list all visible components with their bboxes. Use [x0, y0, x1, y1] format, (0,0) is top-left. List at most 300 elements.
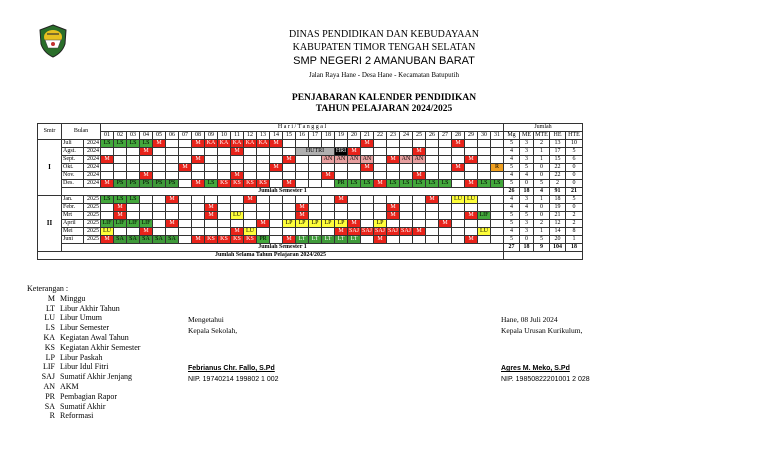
sum-cell: 4 — [520, 204, 534, 212]
day-cell — [309, 204, 322, 212]
sum-cell: 0 — [534, 164, 550, 172]
day-header: 07 — [179, 132, 192, 140]
day-cell — [153, 164, 166, 172]
day-cell: LP — [309, 220, 322, 228]
day-cell — [387, 236, 400, 244]
sig-right-line2: Kepala Urusan Kurikulum, — [501, 326, 583, 335]
day-cell — [452, 148, 465, 156]
day-cell — [374, 148, 387, 156]
month-row — [38, 204, 583, 212]
day-cell — [361, 148, 374, 156]
day-cell — [465, 228, 478, 236]
day-cell — [387, 148, 400, 156]
day-cell — [439, 196, 452, 204]
day-cell: KA — [205, 140, 218, 148]
day-cell — [140, 196, 153, 204]
day-cell — [296, 228, 309, 236]
legend-code: M — [47, 293, 55, 303]
day-cell — [244, 220, 257, 228]
day-cell: M — [231, 172, 244, 180]
day-cell — [465, 140, 478, 148]
day-cell — [478, 172, 491, 180]
day-cell — [192, 204, 205, 212]
day-cell — [413, 140, 426, 148]
subtotal-cell: 26 — [504, 188, 520, 196]
day-cell — [478, 156, 491, 164]
month-year: 2024 — [84, 156, 101, 164]
legend-code: LIF — [43, 362, 55, 372]
legend-title: Keterangan : — [27, 284, 69, 293]
day-header: 15 — [283, 132, 296, 140]
day-cell: AN — [322, 156, 335, 164]
day-cell — [244, 148, 257, 156]
day-cell — [374, 140, 387, 148]
day-header: 08 — [192, 132, 205, 140]
day-cell — [465, 172, 478, 180]
day-cell: M — [192, 180, 205, 188]
day-cell — [322, 228, 335, 236]
day-cell: SA — [166, 236, 179, 244]
day-cell: AN — [348, 156, 361, 164]
subtotal-cell: 18 — [520, 188, 534, 196]
day-cell — [439, 212, 452, 220]
day-cell — [387, 164, 400, 172]
col-hari-header: H a r i / T a n g g a l — [101, 124, 504, 132]
subtotal-cell: 21 — [566, 188, 583, 196]
day-cell: LU — [231, 212, 244, 220]
day-cell — [478, 236, 491, 244]
day-cell — [166, 140, 179, 148]
day-cell — [270, 212, 283, 220]
month-row — [38, 180, 583, 188]
day-cell: AN — [361, 156, 374, 164]
day-cell: M — [335, 196, 348, 204]
sum-cell: 2 — [566, 220, 583, 228]
subtotal-cell: 4 — [534, 188, 550, 196]
day-cell: SAJ — [348, 228, 359, 234]
day-cell: M — [296, 212, 309, 220]
day-cell — [127, 164, 140, 172]
legend-text: Sumatif Akhir — [60, 401, 106, 411]
day-cell — [491, 140, 504, 148]
month-row — [38, 236, 583, 244]
legend-code: KS — [44, 342, 55, 352]
day-cell — [283, 204, 296, 212]
day-cell — [322, 196, 335, 204]
day-cell — [335, 164, 348, 172]
day-cell — [491, 228, 504, 236]
day-cell — [374, 172, 387, 180]
day-header: 09 — [205, 132, 218, 140]
sum-cell: 5 — [504, 212, 520, 220]
day-header: 02 — [114, 132, 127, 140]
day-cell — [426, 140, 439, 148]
legend-code: SAJ — [41, 372, 55, 382]
col-smtr-header: Smtr — [38, 124, 62, 140]
sig-left-name: Febrianus Chr. Fallo, S.Pd — [188, 365, 275, 372]
month-name: Sept. — [62, 156, 84, 164]
day-cell — [296, 140, 309, 148]
day-cell: KA — [257, 140, 270, 148]
day-header: 16 — [296, 132, 309, 140]
sum-cell: 1 — [534, 156, 550, 164]
day-cell — [231, 220, 244, 228]
day-cell — [400, 220, 413, 228]
day-cell — [426, 212, 439, 220]
day-cell — [270, 236, 283, 244]
school-address: Jalan Raya Hane - Desa Hane - Kecamatan Batuputih — [308, 71, 460, 79]
legend-text: Sumatif Akhir Jenjang — [60, 372, 132, 382]
day-cell — [192, 212, 205, 220]
day-cell — [153, 148, 166, 156]
day-cell — [452, 172, 465, 180]
sum-cell: 5 — [534, 236, 550, 244]
day-cell — [413, 164, 426, 172]
day-cell — [231, 164, 244, 172]
grand-total-label: Jumlah Selama Tahun Pelajaran 2024/2025 — [38, 252, 504, 260]
sig-right-line1: Hane, 08 Juli 2024 — [501, 315, 558, 324]
day-cell — [101, 164, 114, 172]
day-cell: KS — [257, 180, 270, 188]
day-cell — [179, 156, 192, 164]
sum-cell: 5 — [504, 180, 520, 188]
legend-code: R — [49, 411, 55, 421]
day-cell: M — [283, 180, 296, 188]
legend-text: Libur Idul Fitri — [60, 362, 109, 372]
day-cell — [413, 196, 426, 204]
semester-label: I — [38, 140, 62, 196]
day-cell — [296, 156, 309, 164]
day-cell — [283, 140, 296, 148]
sum-cell: 5 — [534, 180, 550, 188]
day-cell — [192, 196, 205, 204]
day-cell — [218, 156, 231, 164]
grand-total-row — [38, 252, 583, 260]
day-header: 17 — [309, 132, 322, 140]
day-cell: M — [114, 212, 127, 220]
day-cell: M — [205, 212, 218, 220]
day-cell — [335, 212, 348, 220]
day-cell: PS — [140, 180, 153, 188]
day-cell — [218, 228, 231, 236]
day-cell: AN — [335, 156, 348, 164]
day-cell: KS — [205, 236, 218, 244]
day-cell — [192, 148, 205, 156]
day-cell: M — [101, 180, 114, 188]
day-cell: M — [231, 148, 244, 156]
col-jumlah-header: Jumlah — [504, 124, 583, 132]
day-cell — [322, 164, 335, 172]
day-cell: M — [270, 140, 283, 148]
day-cell: LS — [101, 196, 114, 204]
day-cell — [309, 228, 322, 236]
day-cell: SAJ — [387, 228, 398, 234]
sum-cell: 1 — [566, 236, 583, 244]
day-cell — [478, 204, 491, 212]
day-cell: M — [101, 236, 114, 244]
day-cell — [114, 172, 127, 180]
month-name: Agst. — [62, 148, 84, 156]
day-cell — [400, 140, 413, 148]
day-cell — [296, 172, 309, 180]
month-year: 2024 — [84, 140, 101, 148]
day-cell: M — [465, 212, 478, 220]
day-cell — [491, 220, 504, 228]
sum-cell: 0 — [566, 164, 583, 172]
legend-item — [27, 323, 140, 333]
legend-text: Libur Umum — [60, 313, 102, 323]
school-name: SMP NEGERI 2 AMANUBAN BARAT — [293, 55, 475, 67]
day-cell — [218, 212, 231, 220]
day-cell: M — [452, 140, 465, 148]
day-cell: M — [296, 204, 309, 212]
day-cell — [478, 140, 491, 148]
day-cell: LP — [335, 220, 348, 228]
legend-text: Libur Semester — [60, 323, 110, 333]
day-cell — [218, 164, 231, 172]
day-cell: SAJ — [374, 228, 385, 234]
day-cell — [465, 164, 478, 172]
day-cell: M — [335, 228, 348, 236]
day-cell — [361, 236, 374, 244]
day-cell: M — [192, 156, 205, 164]
subtotal-label: Jumlah Semester 1 — [62, 244, 504, 252]
day-cell — [426, 164, 439, 172]
day-cell — [452, 220, 465, 228]
legend-code: LS — [45, 323, 55, 333]
legend-item — [27, 372, 140, 382]
day-cell — [322, 212, 335, 220]
sig-left-line1: Mengetahui — [188, 315, 224, 324]
sum-header: MTE — [535, 132, 548, 138]
day-cell: M — [439, 220, 452, 228]
legend-code: LT — [45, 303, 55, 313]
day-cell — [179, 172, 192, 180]
day-cell — [465, 204, 478, 212]
day-cell: M — [387, 212, 400, 220]
month-year: 2024 — [84, 172, 101, 180]
sum-header: ME — [520, 132, 534, 140]
day-cell — [361, 212, 374, 220]
day-cell — [465, 148, 478, 156]
legend-item — [27, 304, 140, 314]
signature-left — [188, 314, 279, 385]
day-cell — [127, 156, 140, 164]
sum-cell: 3 — [520, 148, 534, 156]
day-cell — [257, 164, 270, 172]
month-year: 2025 — [84, 228, 101, 236]
day-cell: LU — [452, 196, 465, 204]
day-cell: PS — [127, 180, 140, 188]
day-cell — [218, 220, 231, 228]
legend-text: Minggu — [60, 293, 86, 303]
day-header: 11 — [231, 132, 244, 140]
day-cell: M — [387, 204, 400, 212]
day-cell: AN — [413, 156, 426, 164]
day-cell: LIF — [479, 212, 489, 218]
day-cell: PS — [114, 180, 127, 188]
day-cell: M — [283, 236, 296, 244]
day-cell: LS — [114, 140, 127, 148]
day-cell: R — [491, 164, 504, 172]
day-cell — [114, 156, 127, 164]
day-cell: M — [348, 148, 361, 156]
day-cell — [179, 140, 192, 148]
month-name: Mei — [62, 228, 84, 236]
day-cell — [322, 180, 335, 188]
day-cell — [400, 196, 413, 204]
day-cell: HUTRI — [296, 148, 335, 156]
day-cell — [335, 172, 348, 180]
day-cell — [283, 196, 296, 204]
sum-cell: 0 — [520, 180, 534, 188]
day-cell: PS — [166, 180, 179, 188]
day-cell — [452, 228, 465, 236]
day-cell — [400, 148, 413, 156]
sum-cell: 22 — [550, 164, 566, 172]
day-cell — [491, 172, 504, 180]
day-cell — [257, 148, 270, 156]
day-cell: SA — [114, 236, 127, 244]
day-cell — [361, 172, 374, 180]
day-cell — [140, 156, 153, 164]
month-year: 2025 — [84, 212, 101, 220]
sum-cell: 4 — [504, 228, 520, 236]
day-cell — [153, 220, 166, 228]
day-header: 04 — [140, 132, 153, 140]
legend-text: AKM — [60, 381, 79, 391]
day-cell — [309, 172, 322, 180]
sum-cell: 5 — [566, 196, 583, 204]
day-cell: LT — [348, 236, 361, 244]
day-header: 30 — [478, 132, 491, 140]
day-cell: KS — [244, 236, 257, 244]
sum-cell: 21 — [550, 212, 566, 220]
sum-cell: 5 — [566, 148, 583, 156]
day-cell — [348, 196, 361, 204]
day-cell: KS — [231, 180, 244, 188]
day-cell — [257, 228, 270, 236]
day-cell — [192, 228, 205, 236]
day-cell: PR — [257, 236, 270, 244]
day-cell — [153, 212, 166, 220]
day-cell — [413, 204, 426, 212]
day-cell — [101, 204, 114, 212]
month-year: 2024 — [84, 180, 101, 188]
day-cell — [270, 180, 283, 188]
day-cell — [296, 180, 309, 188]
day-cell — [478, 196, 491, 204]
sum-cell: 2 — [566, 212, 583, 220]
month-name: Juni — [62, 236, 84, 244]
day-cell: M — [231, 228, 244, 236]
day-cell — [179, 204, 192, 212]
sum-cell: 0 — [520, 236, 534, 244]
sum-cell: 13 — [550, 140, 566, 148]
day-cell: LS — [140, 140, 153, 148]
sum-cell: 0 — [534, 212, 550, 220]
day-cell — [426, 228, 439, 236]
sum-cell: 3 — [520, 196, 534, 204]
day-cell — [426, 156, 439, 164]
day-cell — [218, 172, 231, 180]
day-cell: LU — [101, 228, 114, 236]
sum-header: Mg — [504, 132, 520, 140]
legend-item — [27, 343, 140, 353]
day-cell: M — [257, 220, 270, 228]
day-cell — [270, 196, 283, 204]
sum-cell: 4 — [520, 172, 534, 180]
sum-cell: 6 — [566, 156, 583, 164]
day-cell: LS — [205, 180, 218, 188]
day-cell: LT — [322, 236, 335, 244]
month-name: Febr. — [62, 204, 84, 212]
day-header: 28 — [452, 132, 465, 140]
day-cell: KA — [218, 140, 231, 148]
sum-cell: 4 — [504, 148, 520, 156]
day-cell — [127, 172, 140, 180]
sum-cell: 1 — [534, 196, 550, 204]
day-header: 01 — [101, 132, 114, 140]
day-cell — [114, 164, 127, 172]
day-cell: LIF — [102, 220, 112, 226]
day-cell — [296, 196, 309, 204]
subtotal-row — [38, 188, 583, 196]
day-cell — [179, 196, 192, 204]
day-cell — [491, 236, 504, 244]
month-name: Nov. — [62, 172, 84, 180]
day-header: 06 — [166, 132, 179, 140]
day-cell: LS — [387, 180, 400, 188]
day-cell — [348, 204, 361, 212]
day-cell — [166, 156, 179, 164]
day-cell — [244, 212, 257, 220]
day-cell — [270, 172, 283, 180]
day-cell — [231, 156, 244, 164]
day-cell — [270, 228, 283, 236]
calendar-table — [37, 123, 583, 260]
day-cell: LS — [478, 180, 491, 188]
day-cell — [205, 148, 218, 156]
day-cell: M — [413, 148, 426, 156]
sum-cell: 1 — [534, 148, 550, 156]
day-header: 24 — [400, 132, 413, 140]
day-cell — [374, 164, 387, 172]
day-cell: LS — [400, 180, 413, 188]
month-name: Des. — [62, 180, 84, 188]
day-cell: M — [374, 236, 387, 244]
day-cell: LP — [322, 220, 335, 228]
day-cell — [244, 164, 257, 172]
day-cell — [322, 140, 335, 148]
day-cell — [426, 148, 439, 156]
day-header: 23 — [387, 132, 400, 140]
sum-cell: 0 — [534, 172, 550, 180]
day-cell: SA — [153, 236, 166, 244]
day-cell — [452, 156, 465, 164]
day-cell — [218, 204, 231, 212]
sum-cell: 10 — [566, 140, 583, 148]
subtotal-cell: 9 — [534, 244, 550, 252]
subtotal-label: Jumlah Semester 1 — [62, 188, 504, 196]
sum-cell: 20 — [550, 236, 566, 244]
legend-code: SA — [44, 401, 55, 411]
day-cell — [140, 164, 153, 172]
day-cell: LP — [296, 220, 309, 228]
day-cell: LT — [309, 236, 322, 244]
day-cell — [244, 204, 257, 212]
day-header: 29 — [465, 132, 478, 140]
